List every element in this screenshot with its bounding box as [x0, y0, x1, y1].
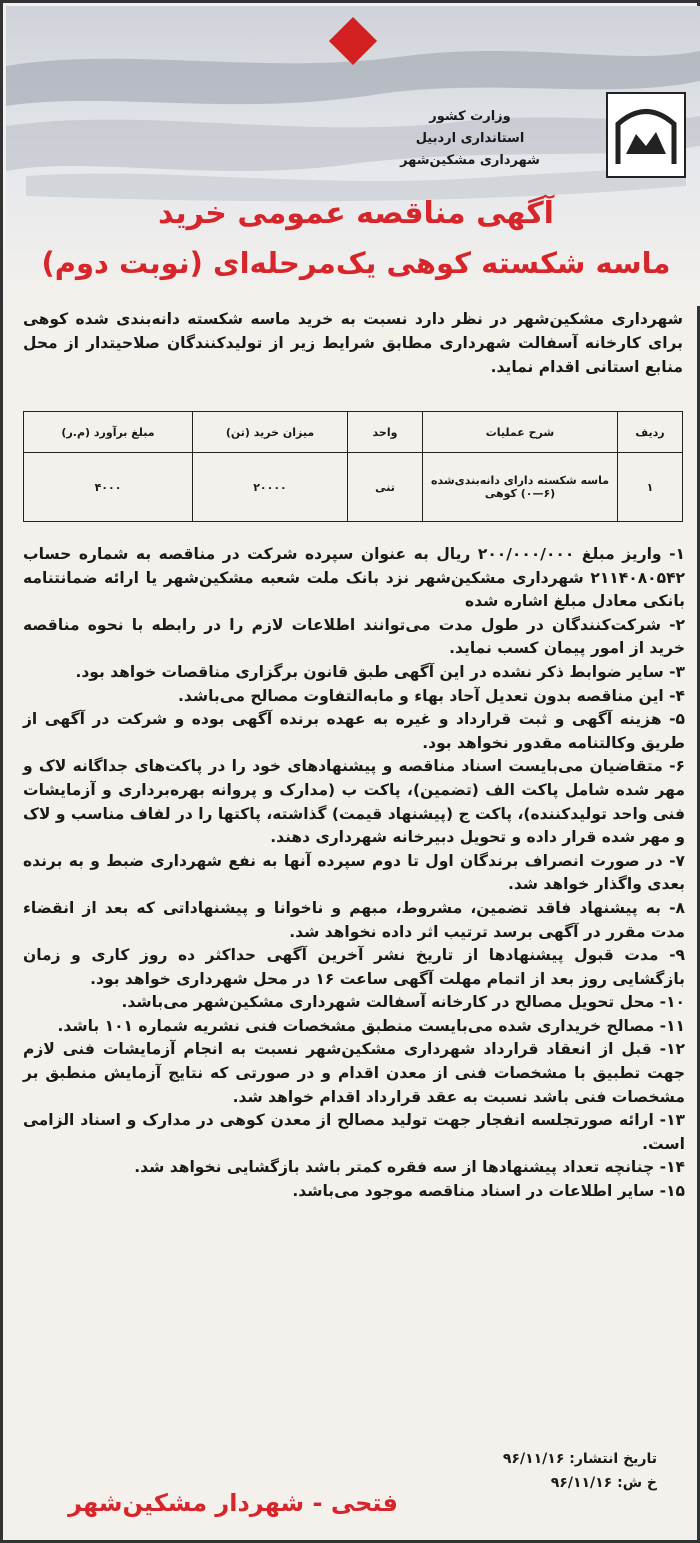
publication-date: تاریخ انتشار: ۹۶/۱۱/۱۶	[502, 1451, 657, 1467]
publication-info	[503, 1447, 657, 1495]
clause-item: ۱۵- سایر اطلاعات در اسناد مناقصه موجود می‌باشد.	[292, 1182, 685, 1201]
clause-item: ۱۴- چنانچه تعداد پیشنهادها از سه فقره کمتر باشد بازگشایی نخواهد شد.	[134, 1158, 685, 1177]
cell-estimate: ۴۰۰۰	[24, 453, 193, 522]
intro-paragraph: شهرداری مشکین‌شهر در نظر دارد نسبت به خرید ماسه شکسته دانه‌بندی شده کوهی برای کارخانه آسفالت شهرداری مطابق شرایط زیر از تولیدکنندگان صلاحیتدار از محل منابع استانی اقدام نماید.	[23, 310, 683, 376]
clause-item: ۷- در صورت انصراف برندگان اول تا دوم سپرده آنها به نفع شهرداری ضبط و به برنده بعدی واگذار خواهد شد.	[23, 851, 685, 894]
clause-item: ۱- واریز مبلغ ۲۰۰/۰۰۰/۰۰۰ ریال به عنوان سپرده شرکت در مناقصه به شماره حساب ۲۱۱۴۰۸۰۵۴۲ شهرداری مشکین‌شهر نزد بانک ملت شعبه مشکین‌شهر یا ارائه ضمانتنامه بانکی معادل مبلغ اشاره شده	[23, 545, 685, 611]
municipality-line: شهرداری مشکین‌شهر	[400, 153, 540, 168]
notice-title: آگهی مناقصه عمومی خرید	[158, 196, 554, 231]
col-row: ردیف	[618, 412, 683, 453]
clause-item: ۶- متقاضیان می‌بایست اسناد مناقصه و پیشنهادهای خود را در پاکت‌های جداگانه لاک و مهر شده شامل پاکت الف (تضمین)، پاکت ب (مدارک و پروانه بهره‌برداری و آزمایشات فنی واحد تولیدکننده)، پاکت ج (پیشنهاد قیمت) گذاشته، پاکتها را در لفاف مناسب و لاک و مهر شده قرار داده و تحویل دبیرخانه شهرداری دهند.	[23, 757, 685, 847]
col-quantity: میزان خرید (تن)	[193, 412, 348, 453]
clause-item: ۱۱- مصالح خریداری شده می‌بایست منطبق مشخصات فنی نشریه شماره ۱۰۱ باشد.	[57, 1016, 685, 1035]
cell-quantity: ۲۰۰۰۰	[193, 453, 348, 522]
operations-table	[23, 411, 683, 522]
clause-item: ۵- هزینه آگهی و ثبت قرارداد و غیره به عهده برنده آگهی بوده و شرکت در آگهی از طریق وکالتنامه مقدور نخواهد بود.	[23, 710, 685, 752]
clause-item: ۲- شرکت‌کنندگان در طول مدت می‌توانند اطلاعات لازم را در رابطه با نحوه مناقصه خرید از امور پیمان کسب نماید.	[23, 615, 685, 658]
municipality-logo	[606, 92, 686, 178]
col-description: شرح عملیات	[423, 412, 618, 453]
cell-description: ماسه شکسته دارای دانه‌بندی‌شده (۶—۰) کوهی	[423, 453, 618, 522]
clauses-list	[23, 543, 685, 1204]
province-line: استانداری اردبیل	[415, 131, 525, 146]
col-unit: واحد	[348, 412, 423, 453]
clause-item: ۱۲- قبل از انعقاد قرارداد شهرداری مشکین‌شهر نسبت به انجام آزمایشات فنی لازم جهت تطبیق با مشخصات فنی از معدن اقدام و در صورتی که نتایج آزمایش منطبق بر مشخصات فنی باشد نسبت به عقد قرارداد اقدام خواهد شد.	[23, 1040, 685, 1106]
notice-header	[6, 6, 700, 306]
signature-line: فتحی - شهردار مشکین‌شهر	[68, 1489, 398, 1517]
col-estimate: مبلغ برآورد (م.ر)	[24, 412, 193, 453]
ministry-line: وزارت کشور	[429, 109, 511, 124]
cell-unit: تنی	[348, 453, 423, 522]
clause-item: ۱۳- ارائه صورتجلسه انفجار جهت تولید مصالح از معدن کوهی در مدارک و اسناد الزامی است.	[23, 1111, 685, 1153]
table-row	[24, 453, 683, 522]
cell-row: ۱	[618, 453, 683, 522]
publication-code: خ ش: ۹۶/۱۱/۱۶	[550, 1475, 657, 1491]
clause-item: ۱۰- محل تحویل مصالح در کارخانه آسفالت شهرداری مشکین‌شهر می‌باشد.	[121, 993, 685, 1012]
ministry-block	[350, 106, 590, 172]
clause-item: ۳- سایر ضوابط ذکر نشده در این آگهی طبق قانون برگزاری مناقصات خواهد بود.	[75, 662, 685, 681]
clause-item: ۹- مدت قبول پیشنهادها از تاریخ نشر آخرین آگهی حداکثر ده روز کاری و زمان بازگشایی روز بعد از اتمام مهلت آگهی ساعت ۱۶ در محل شهرداری خواهد بود.	[23, 946, 685, 988]
table-header-row	[24, 412, 683, 453]
clause-item: ۴- این مناقصه بدون تعدیل آحاد بهاء و مابه‌التفاوت مصالح می‌باشد.	[178, 686, 685, 705]
notice-subtitle: ماسه شکسته کوهی یک‌مرحله‌ای (نوبت دوم)	[41, 246, 671, 280]
clause-item: ۸- به پیشنهاد فاقد تضمین، مشروط، مبهم و ناخوانا و پیشنهاداتی که بعد از انقضاء مدت مقرر در آگهی برسد ترتیب اثر داده نخواهد شد.	[23, 898, 685, 941]
